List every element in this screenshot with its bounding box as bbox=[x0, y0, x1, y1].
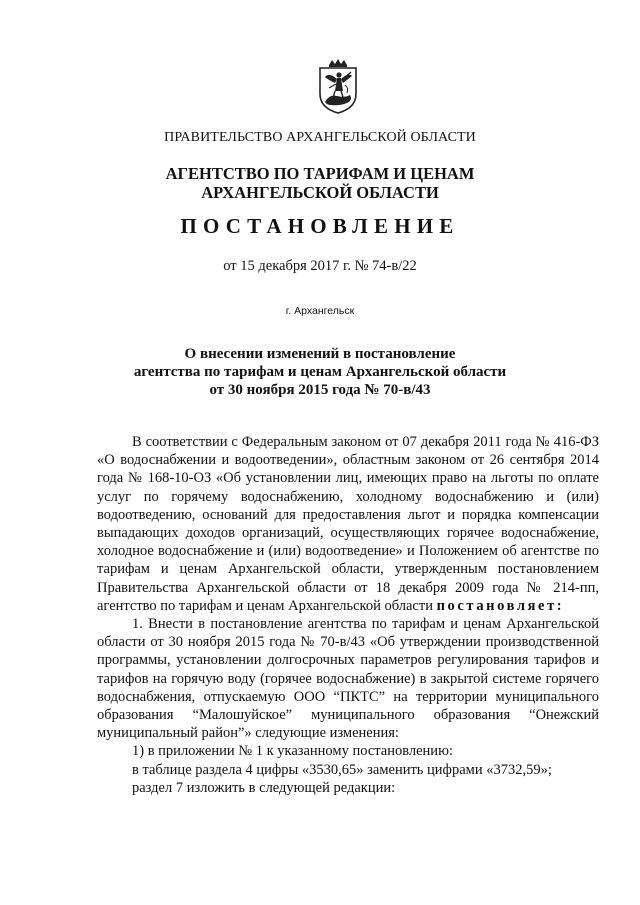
subject-line2: агентства по тарифам и ценам Архангельской области bbox=[133, 364, 507, 380]
document-date-number: от 15 декабря 2017 г. № 74-в/22 bbox=[223, 258, 417, 274]
decree-word: постановляет: bbox=[436, 597, 565, 614]
subject-line3: от 30 ноября 2015 года № 70-в/43 bbox=[209, 382, 431, 398]
document-city: г. Архангельск bbox=[285, 305, 355, 317]
document-type-title: ПОСТАНОВЛЕНИЕ bbox=[180, 214, 460, 238]
section-7-line: раздел 7 изложить в следующей редакции: bbox=[132, 779, 396, 796]
preamble-paragraph bbox=[97, 433, 599, 615]
coat-of-arms-emblem bbox=[315, 58, 361, 114]
agency-name-line1: АГЕНТСТВО ПО ТАРИФАМ И ЦЕНАМ bbox=[165, 164, 475, 183]
table-change-line: в таблице раздела 4 цифры «3530,65» заменить цифрами «3732,59»; bbox=[132, 761, 552, 778]
document-body bbox=[97, 433, 599, 797]
subject-line1: О внесении изменений в постановление bbox=[184, 346, 456, 362]
agency-name-line2: АРХАНГЕЛЬСКОЙ ОБЛАСТИ bbox=[201, 183, 439, 202]
item-1-paragraph: 1. Внести в постановление агентства по тарифам и ценам Архангельской области от 30 ноября 2015 года № 70-в/43 «Об утверждении производственной программы, установлении долгосрочных параметров регулирования тарифов и тарифов на горячую воду (горячее водоснабжение) в закрытой системе горячего водоснабжения, отпускаемую ООО “ПКТС” на территории муниципального образования “Малошуйское” муниципального образования “Онежский муниципальный район”» следующие изменения: bbox=[97, 616, 599, 742]
subitem-1-line: 1) в приложении № 1 к указанному постановлению: bbox=[132, 743, 453, 760]
coat-of-arms-icon bbox=[315, 58, 361, 114]
document-subject bbox=[0, 345, 640, 399]
agency-name bbox=[0, 164, 640, 202]
preamble-text: В соответствии с Федеральным законом от 07 декабря 2011 года № 416-ФЗ «О водоснабжении и водоотведении», областным законом от 26 сентября 2014 года № 168-10-ОЗ «Об установлении лиц, имеющих право на льготы по оплате услуг по горячему водоснабжению, холодному водоснабжению и (или) водоотведению, оснований для предоставления льгот и порядка компенсации выпадающих доходов организаций, осуществляющих горячее водоснабжение, холодное водоснабжение и (или) водоотведение» и Положением об агентстве по тарифам и ценам Архангельской области, утвержденным постановлением Правительства Архангельской области от 18 декабря 2009 года № 214-пп, агентство по тарифам и ценам Архангельской области bbox=[97, 434, 599, 614]
government-name: ПРАВИТЕЛЬСТВО АРХАНГЕЛЬСКОЙ ОБЛАСТИ bbox=[164, 130, 476, 145]
